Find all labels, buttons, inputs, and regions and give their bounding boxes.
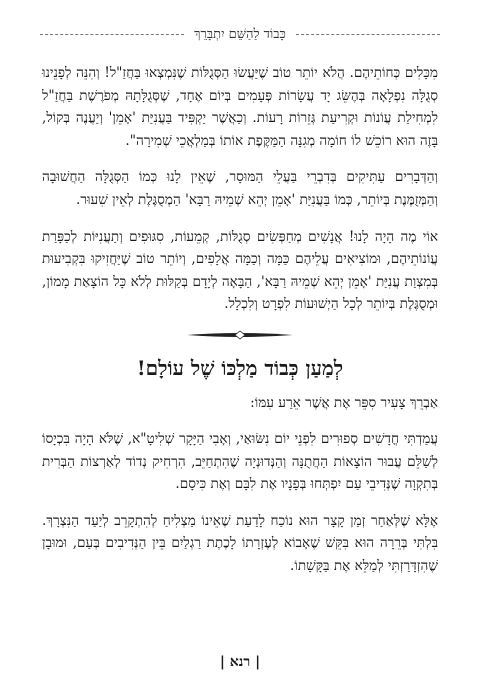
paragraph-5: אֶלָּא שֶׁלְּאַחַר זְמַן קָצָר הוּא נוֹכַח לָדַעַת שֶׁאֵינוֹ מַצְלִיחַ לְהִתְקָרֵב לְיַעַד הַנִּצְרָךְ. בִּלְתִּי בְּרֵרָה הוּא בִּקֵּשׁ שֶׁאָבוֹא לְעֶזְרָתוֹ לָכֶתֶת רַגְלַיִם בֵּין הַנְּדִיבִים בְּעַם, וּמוּבָן שֶׁהִזְדָּרַזְתִּי לְמַלֵּא אֶת בַּקָּשָׁתוֹ.	[42, 512, 438, 574]
section-divider-ornament	[42, 330, 438, 340]
paragraph-1: מִכָּלִים כְּחוֹתֵיהֶם. הֲלֹא יוֹתֵר טוֹב שֶׁיַּעֲשׂוּ הַסְּגֻלּוֹת שֶׁנִּמְצְאוּ בַּחֲזַ"ל! וְהִנֵּה לְפָנֵינוּ סְגֻלָּה נִפְלָאָה בְּהֶשֵּׂג יָד עֲשָׂרוֹת פְּעָמִים בְּיוֹם אֶחָד, שֶׁסְּגֻלָּתָהּ מְפֹרֶשֶׁת בַּחֲזַ"ל לִמְחִילַת עֲוֹנוֹת וּקְרִיעַת גְּזֵרוֹת רָעוֹת. וְכַאֲשֶׁר יַקְפִּיד בַּעֲנִיַּת 'אָמֵן' וְיַעֲנֶה בְּקוֹל, בָּזֶה הוּא רוֹכֵשׁ לוֹ חוֹמָה מְגִנָּה הַמַּקֶּפֶת אוֹתוֹ בְּמַלְאֲכֵי שְׁמִירָה".	[42, 65, 438, 149]
section-heading: לְמַעַן כְּבוֹד מַלְכּוֹ שֶׁל עוֹלָם!	[136, 355, 344, 380]
header-rule-right	[296, 34, 440, 35]
paragraph-3: אוֹי מֶה הָיָה לָנוּ! אֲנָשִׁים מְחַפְּשִׂים סְגֻלּוֹת, קְמֵעוֹת, סִגּוּפִים וְתַעֲנִיּוֹת לְכַפָּרַת עֲוֹנוֹתֵיהֶם, וּמוֹצִיאִים עֲלֵיהֶם כַּמָּה וְכַמָּה אֲלָפִים, וְיוֹתֵר טוֹב שֶׁיַּחֲזִיקוּ בִּקְבִיעוּת בְּמִצְוַת עֲנִיַּת 'אָמֵן יְהֵא שְׁמֵיהּ רַבָּא', הַבָּאָה לְיָדָם בְּקַלּוּת לְלֹא כָּל הוֹצָאַת מָמוֹן, וּמְסֻגֶּלֶת בְּיוֹתֵר לְכָל הַיְשׁוּעוֹת לִפְרָט וְלִכְלָל.	[42, 228, 438, 313]
paragraph-4: עֲמַדְתִּי חֳדָשִׁים סְפוּרִים לִפְנֵי יוֹם נִשּׂוּאַי, וְאָבִי הַיָּקָר שְׁלִיטָ"א, שֶׁלֹּא הָיָה בִּכְיָסוֹ לְשַׁלֵּם עֲבוּר הוֹצָאוֹת הַחֲתֻנָּה וְהַנְּדוּנְיָה שֶׁהִתְחַיֵּב, הִרְחִיק נְדוֹד לְאַרְצוֹת הַבְּרִית בְּתִקְוָה שֶׁנְּדִיבֵי עַם יִפְתְּחוּ בְּפָנָיו אֶת לִבָּם וְאֶת כִּיסָם.	[42, 430, 438, 493]
paragraph-2: וְהַדְּבָרִים עַתִּיקִים בְּדִבְרֵי בַּעֲלֵי הַמּוּסָר, שֶׁאֵין לָנוּ כְּמוֹ הַסְּגֻלָּה הַחֲשׁוּבָה וְהַמְּזֻמֶּנֶת בְּיוֹתֵר, כְּמוֹ בַּעֲנִיַּת 'אָמֵן יְהֵא שְׁמֵיהּ רַבָּא' הַמְסֻגֶּלֶת לְאֵין שִׁעוּר.	[42, 169, 438, 208]
page-body	[42, 62, 438, 592]
running-head-text: כָּבוֹד לַהַשֵּׁם יִתְבָּרֵךְ	[194, 27, 286, 42]
divider-icon	[185, 330, 295, 340]
intro-line: אַבְרֵךְ צָעִיר סִפֵּר אֶת אֲשֶׁר אֵרַע עִמּוֹ:	[250, 394, 438, 411]
header-rule-left	[40, 34, 184, 35]
running-header	[40, 26, 440, 42]
page-number: | רנא |	[219, 654, 261, 670]
